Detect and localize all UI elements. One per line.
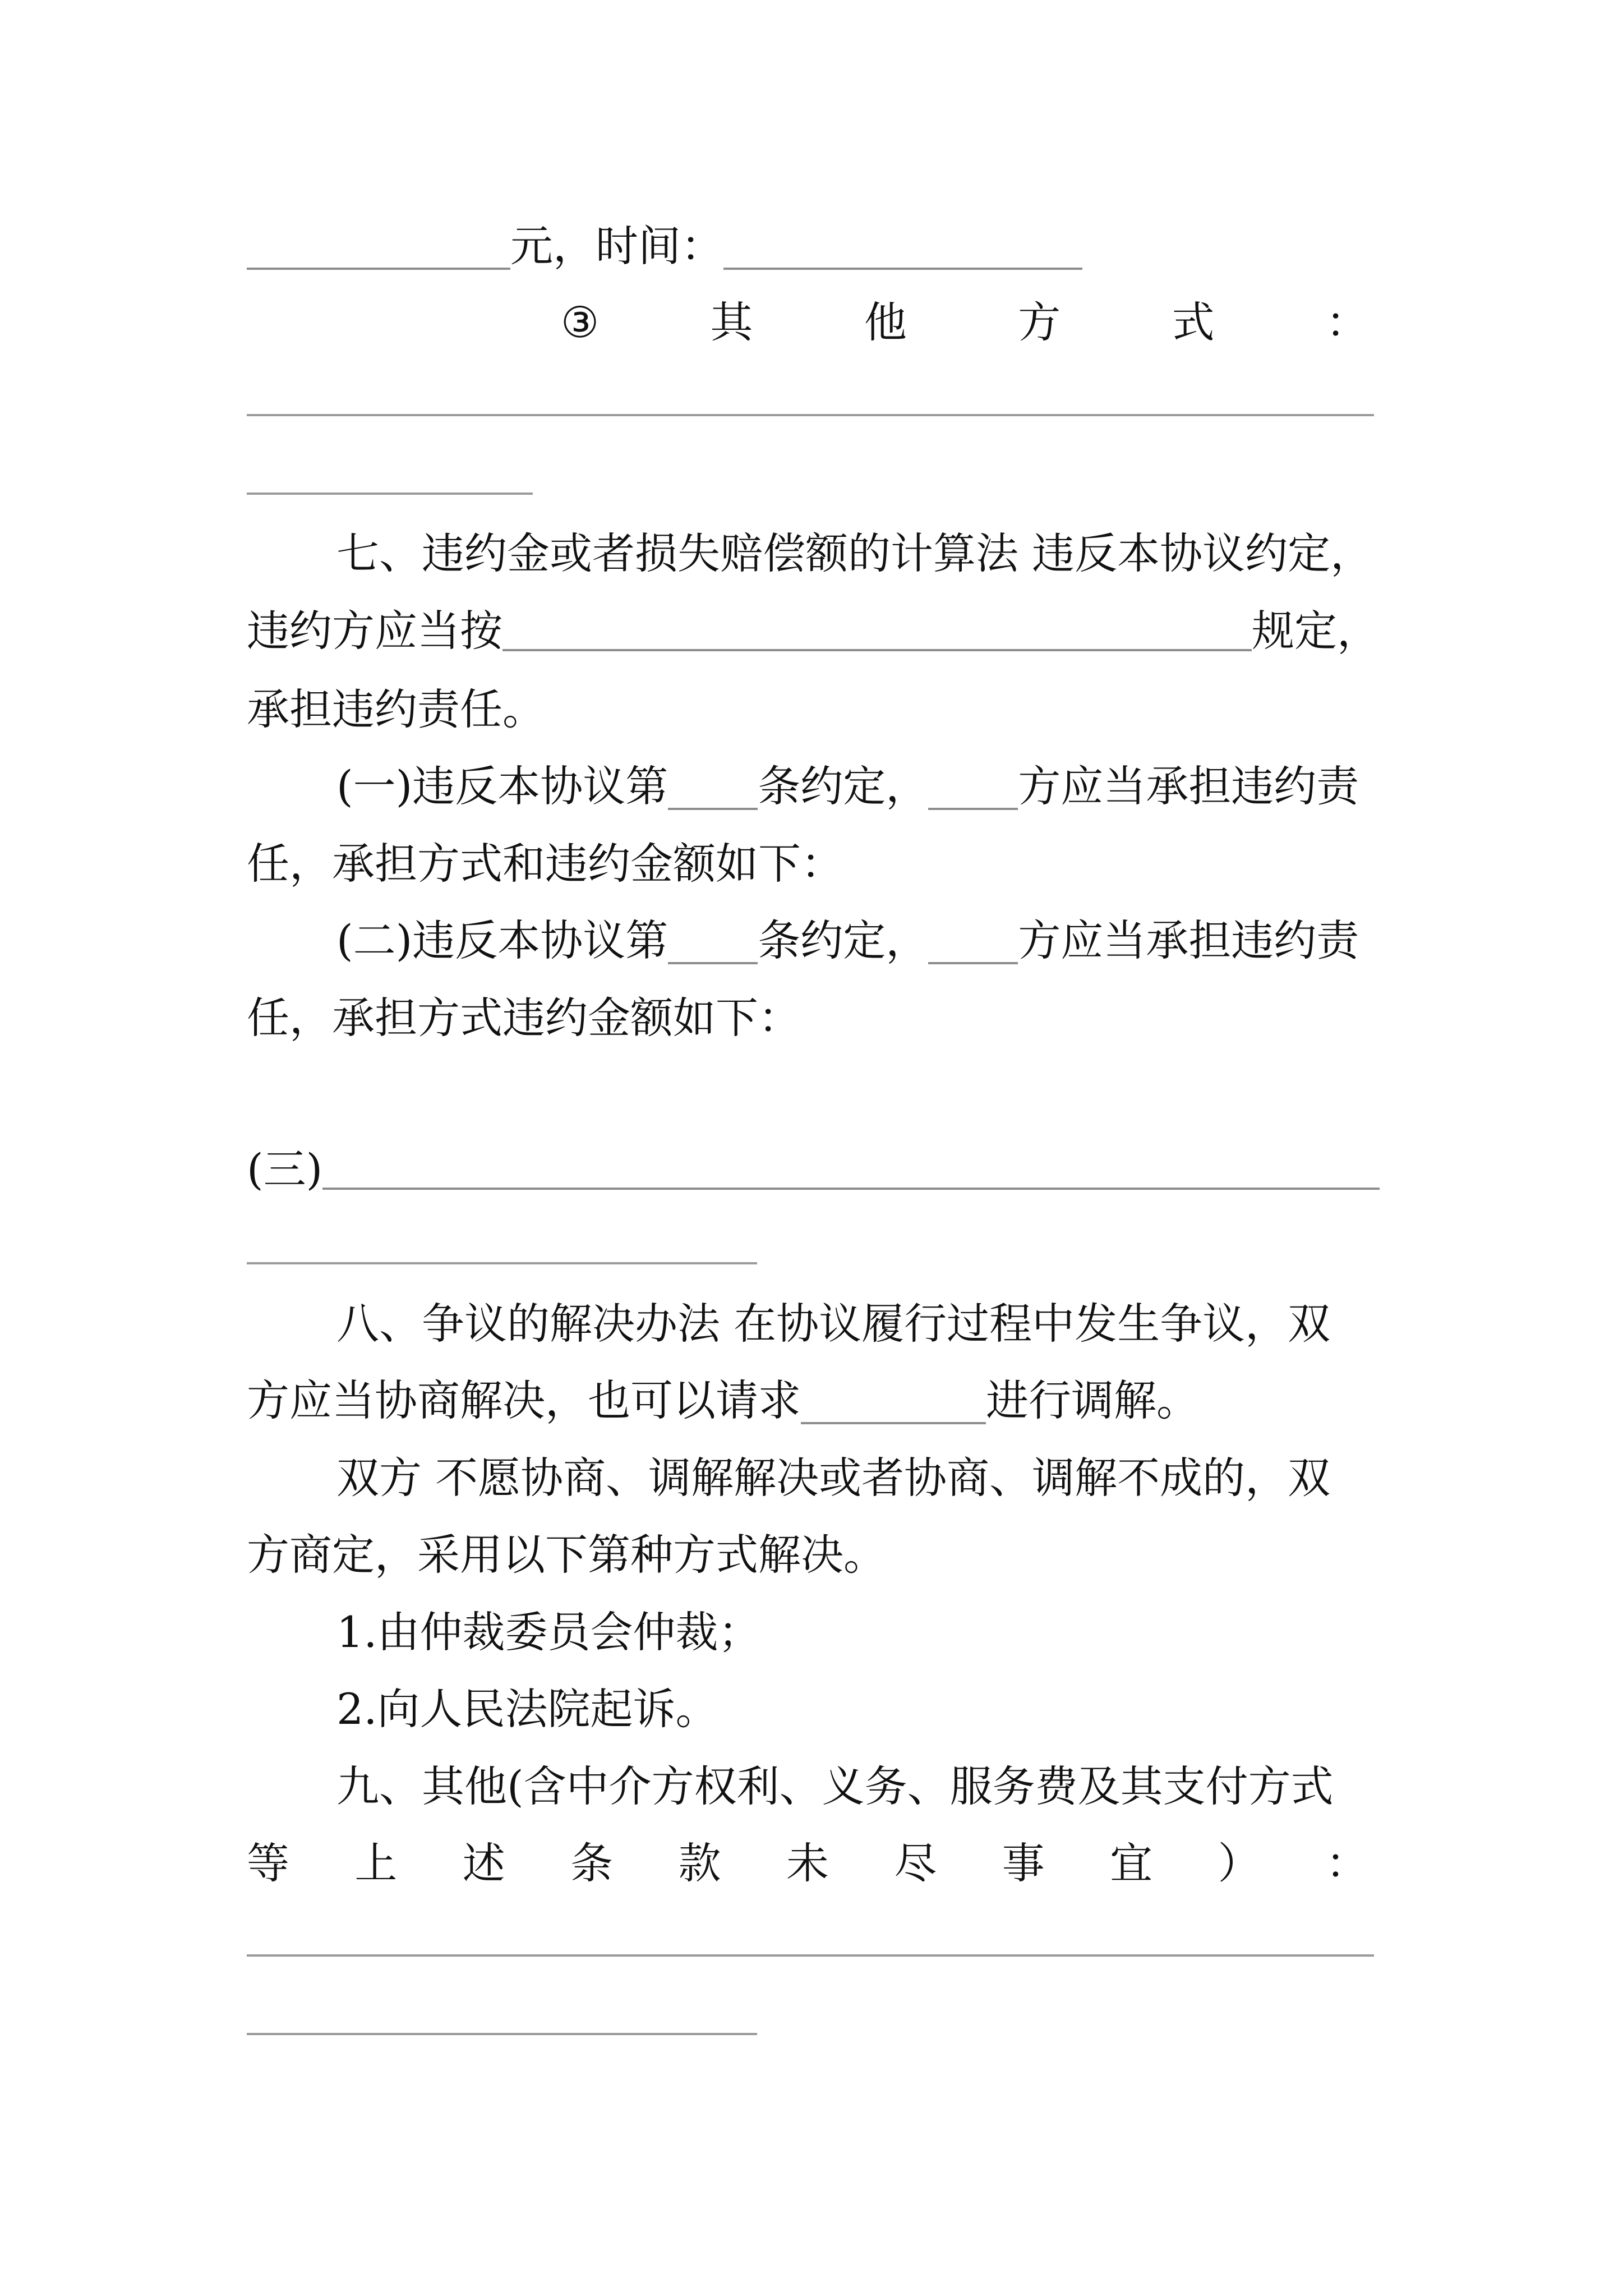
clause-7-1-line-2: 任，承担方式和违约金额如下： xyxy=(247,839,843,889)
section-9-line-2 xyxy=(247,1821,1368,1906)
clause-text: 条约定， xyxy=(758,915,929,965)
other-method-char: 他 xyxy=(864,297,907,347)
section-7-text: 规定， xyxy=(1252,606,1380,656)
clause-7-3-blank[interactable] xyxy=(322,1188,1380,1190)
clause-7-2-line-1 xyxy=(336,899,1380,983)
party-blank[interactable] xyxy=(928,962,1018,964)
payment-amount-time-line xyxy=(247,204,1380,288)
section-7-line-3: 承担违约责任。 xyxy=(247,684,545,734)
section-9-char: 未 xyxy=(786,1838,829,1888)
clause-7-2-line-2: 任，承担方式违约金额如下： xyxy=(247,993,801,1043)
section-8-line-2 xyxy=(247,1359,1380,1443)
section-9-blank-1[interactable] xyxy=(247,1954,1374,1957)
article-number-blank[interactable] xyxy=(668,808,758,810)
section-9-char: 条 xyxy=(570,1838,614,1888)
option-court: 2.向人民法院起诉。 xyxy=(336,1684,718,1734)
clause-7-3-line xyxy=(247,1128,1380,1212)
option-arbitration: 1.由仲裁委员会仲裁； xyxy=(336,1607,761,1657)
other-method-char: ： xyxy=(1325,297,1368,347)
article-number-blank[interactable] xyxy=(668,962,758,964)
section-7-text: 违约方应当按 xyxy=(247,606,502,656)
time-blank[interactable] xyxy=(723,268,1082,270)
section-9-char: 款 xyxy=(678,1838,721,1888)
other-method-char: 方 xyxy=(1018,297,1061,347)
section-8-para-2-line-2: 方商定，采用以下第种方式解决。 xyxy=(247,1530,886,1580)
section-9-char: 宜 xyxy=(1110,1838,1153,1888)
liability-standard-blank[interactable] xyxy=(502,649,1252,651)
clause-7-3-blank-2[interactable] xyxy=(247,1262,757,1264)
clause-text: (二)违反本协议第 xyxy=(336,915,668,965)
other-method-char: 其 xyxy=(710,297,753,347)
section-8-para-2-line-1: 双方 不愿协商、调解解决或者协商、调解不成的，双 xyxy=(336,1453,1331,1503)
other-method-char: ③ xyxy=(561,297,600,347)
party-blank[interactable] xyxy=(928,808,1018,810)
section-8-text: 方应当协商解决，也可以请求 xyxy=(247,1375,801,1425)
section-9-heading: 九、其他(含中介方权利、义务、服务费及其支付方式 xyxy=(336,1761,1334,1811)
section-9-char: 上 xyxy=(354,1838,398,1888)
clause-text: 方应当承担违约责 xyxy=(1018,915,1359,965)
section-8-heading: 八、争议的解决办法 在协议履行过程中发生争议，双 xyxy=(336,1299,1331,1349)
clause-7-1-line-1 xyxy=(336,744,1380,829)
other-method-blank-1[interactable] xyxy=(247,414,1374,416)
other-method-blank-2[interactable] xyxy=(247,493,533,495)
section-7-line-2 xyxy=(247,589,1380,673)
amount-time-label: 元，时间： xyxy=(510,221,723,271)
section-8-text: 进行调解。 xyxy=(986,1375,1199,1425)
section-9-char: 等 xyxy=(247,1838,289,1888)
clause-text: 条约定， xyxy=(758,761,929,811)
clause-text: (一)违反本协议第 xyxy=(336,761,668,811)
section-9-char: 述 xyxy=(462,1838,505,1888)
clause-text: 方应当承担违约责 xyxy=(1018,761,1359,811)
clause-label: (三) xyxy=(247,1144,323,1194)
section-7-heading: 七、违约金或者损失赔偿额的计算法 违反本协议约定， xyxy=(336,528,1373,578)
section-9-char: ： xyxy=(1325,1838,1368,1888)
section-9-char: ） xyxy=(1218,1838,1261,1888)
mediator-blank[interactable] xyxy=(801,1422,986,1424)
other-method-line xyxy=(561,280,1368,365)
amount-blank[interactable] xyxy=(247,268,510,270)
section-9-blank-2[interactable] xyxy=(247,2033,757,2035)
section-9-char: 事 xyxy=(1002,1838,1045,1888)
section-9-char: 尽 xyxy=(894,1838,937,1888)
other-method-char: 式 xyxy=(1172,297,1215,347)
